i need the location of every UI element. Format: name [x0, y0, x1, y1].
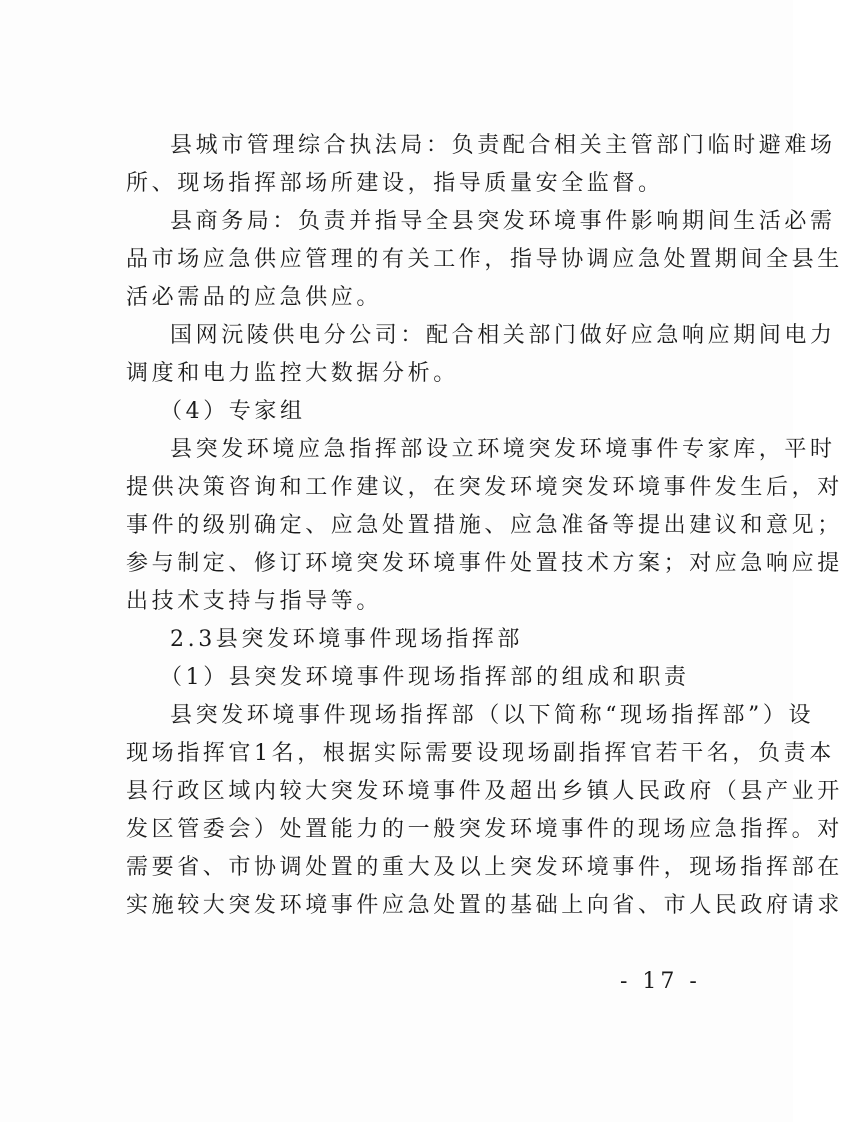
paragraph-line: 发区管委会）处置能力的一般突发环境事件的现场应急指挥。对	[126, 817, 843, 842]
section-heading: 2.3县突发环境事件现场指挥部	[170, 627, 523, 652]
paragraph-line: 事件的级别确定、应急处置措施、应急准备等提出建议和意见；	[126, 513, 843, 538]
subsection-heading: （1）县突发环境事件现场指挥部的组成和职责	[160, 665, 690, 690]
paragraph-line: 现场指挥官1名，根据实际需要设现场副指挥官若干名，负责本	[126, 741, 835, 766]
paragraph-line: 县商务局：负责并指导全县突发环境事件影响期间生活必需	[170, 209, 836, 234]
section-heading: （4）专家组	[160, 399, 306, 424]
paragraph-line: 县行政区域内较大突发环境事件及超出乡镇人民政府（县产业开	[126, 779, 843, 804]
paragraph-line: 提供决策咨询和工作建议，在突发环境突发环境事件发生后，对	[126, 475, 843, 500]
paragraph-line: 实施较大突发环境事件应急处置的基础上向省、市人民政府请求	[126, 893, 843, 918]
paragraph-line: 县突发环境事件现场指挥部（以下简称“现场指挥部”）设	[170, 703, 815, 728]
paragraph-line: 国网沅陵供电分公司：配合相关部门做好应急响应期间电力	[170, 323, 836, 348]
paragraph-line: 品市场应急供应管理的有关工作，指导协调应急处置期间全县生	[126, 247, 843, 272]
paragraph-line: 出技术支持与指导等。	[126, 589, 383, 614]
paragraph-line: 活必需品的应急供应。	[126, 285, 383, 310]
paragraph-line: 需要省、市协调处置的重大及以上突发环境事件，现场指挥部在	[126, 855, 843, 880]
paragraph-line: 调度和电力监控大数据分析。	[126, 361, 459, 386]
paragraph-line: 参与制定、修订环境突发环境事件处置技术方案；对应急响应提	[126, 551, 843, 576]
page-number: - 17 -	[620, 969, 701, 994]
paragraph-line: 所、现场指挥部场所建设，指导质量安全监督。	[126, 171, 664, 196]
paragraph-line: 县突发环境应急指挥部设立环境突发环境事件专家库，平时	[170, 437, 836, 462]
paragraph-line: 县城市管理综合执法局：负责配合相关主管部门临时避难场	[170, 133, 836, 158]
